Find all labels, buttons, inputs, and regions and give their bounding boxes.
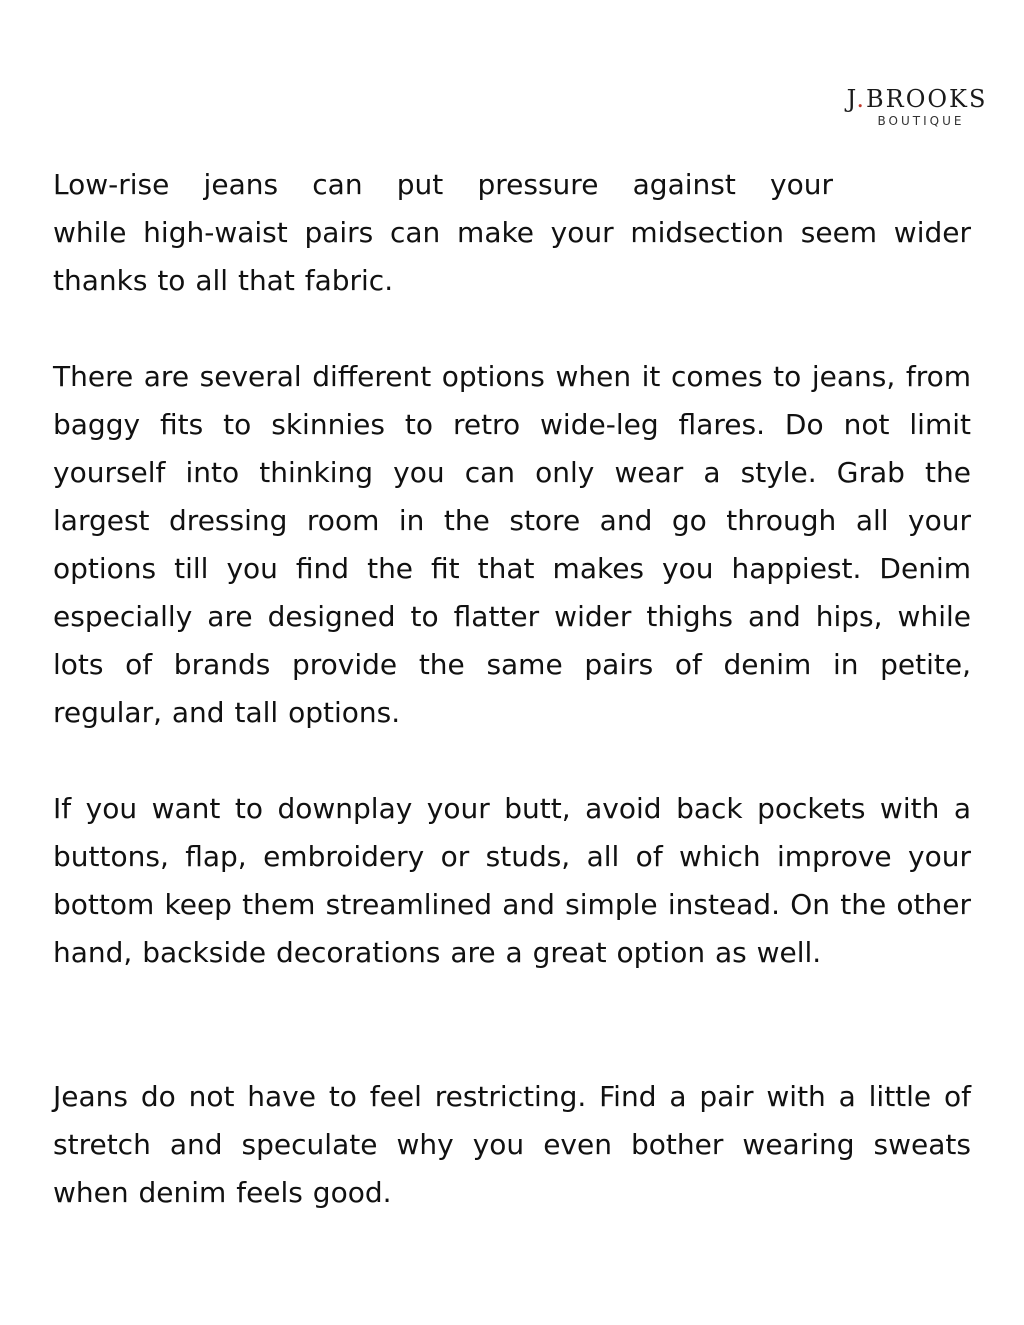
logo-initial: J <box>846 85 857 113</box>
paragraph-3: If you want to downplay your butt, avoid back pockets with a buttons, flap, embroidery or studs, all of which improve your bottom keep them streamlined and simple instead. On the other hand, backside decorations are a great option as well. <box>53 792 971 969</box>
paragraph-1 <box>53 161 971 305</box>
logo-subtitle: BOUTIQUE <box>877 114 965 128</box>
paragraph-4: Jeans do not have to feel restricting. Find a pair with a little of stretch and speculate why you even bother wearing sweats when denim feels good. <box>53 1080 971 1209</box>
paragraph-2: There are several different options when it comes to jeans, from baggy fits to skinnies to retro wide-leg flares. Do not limit yourself into thinking you can only wear a style. Grab the largest dressing room in the store and go through all your options till you find the fit that makes you happiest. Denim especially are designed to flatter wider thighs and hips, while lots of brands provide the same pairs of denim in petite, regular, and tall options. <box>53 360 971 729</box>
paragraph-spacer <box>53 977 971 1073</box>
logo-name: BROOKS <box>865 85 988 113</box>
paragraph-spacer <box>53 737 971 785</box>
logo-wordmark <box>834 86 1000 112</box>
paragraph-spacer <box>53 305 971 353</box>
article-body <box>53 161 971 1217</box>
paragraph-1-line-1: Low-rise jeans can put pressure against your <box>53 168 833 201</box>
logo-dot: . <box>856 85 866 113</box>
brand-logo <box>834 86 1000 128</box>
paragraph-1-rest: while high-waist pairs can make your midsection seem wider thanks to all that fabric. <box>53 216 971 297</box>
